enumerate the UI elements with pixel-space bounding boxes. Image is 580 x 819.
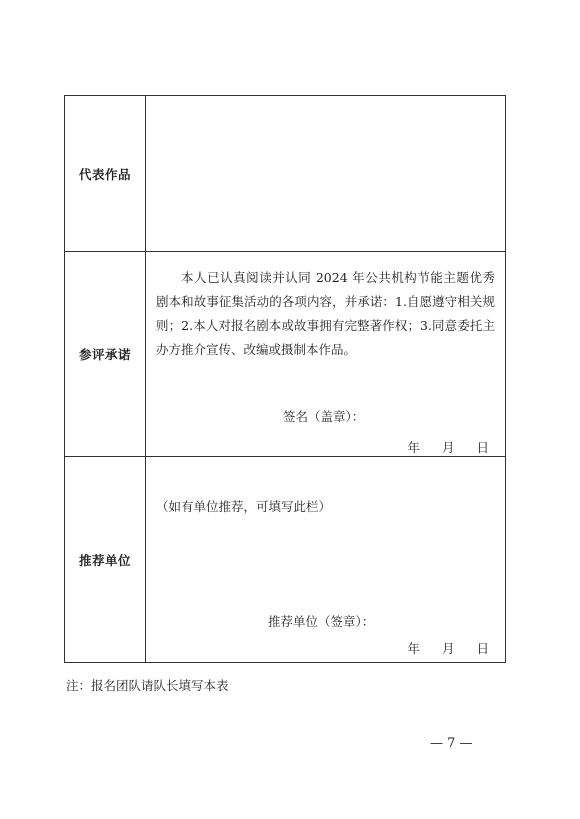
- row-label-recommending-unit: 推荐单位: [65, 457, 146, 663]
- recommending-unit-cell[interactable]: [146, 457, 506, 663]
- pledge-date-day: 日: [476, 440, 489, 455]
- pledge-date-month: 月: [441, 440, 455, 455]
- page-number: — 7 —: [430, 736, 473, 751]
- recommending-date-day: 日: [476, 641, 489, 656]
- form-row-pledge: [65, 252, 506, 457]
- form-row-recommending-unit: [65, 457, 506, 663]
- pledge-text: 本人已认真阅读并认同 2024 年公共机构节能主题优秀剧本和故事征集活动的各项内容，并承诺：1.自愿遵守相关规则；2.本人对报名剧本或故事拥有完整著作权；3.同意委托主办方推介宣传、改编或摄制本作品。: [156, 270, 495, 357]
- registration-form-table: [64, 95, 506, 663]
- row-label-representative-work: 代表作品: [65, 96, 146, 252]
- recommending-date-month: 月: [441, 641, 455, 656]
- representative-work-field[interactable]: [146, 96, 506, 252]
- pledge-date-year: 年: [407, 440, 420, 455]
- pledge-signature-label: 签名（盖章）：: [283, 409, 365, 424]
- form-footnote: 注：报名团队请队长填写本表: [66, 678, 229, 693]
- recommending-unit-date: [407, 639, 489, 657]
- recommending-unit-signature-label: 推荐单位（签章）：: [268, 614, 375, 629]
- pledge-cell: [146, 252, 506, 457]
- recommending-date-year: 年: [407, 641, 420, 656]
- form-row-representative-work: [65, 96, 506, 252]
- pledge-date: [407, 438, 489, 456]
- row-label-pledge: 参评承诺: [65, 252, 146, 457]
- recommending-unit-hint: （如有单位推荐，可填写此栏）: [156, 499, 332, 514]
